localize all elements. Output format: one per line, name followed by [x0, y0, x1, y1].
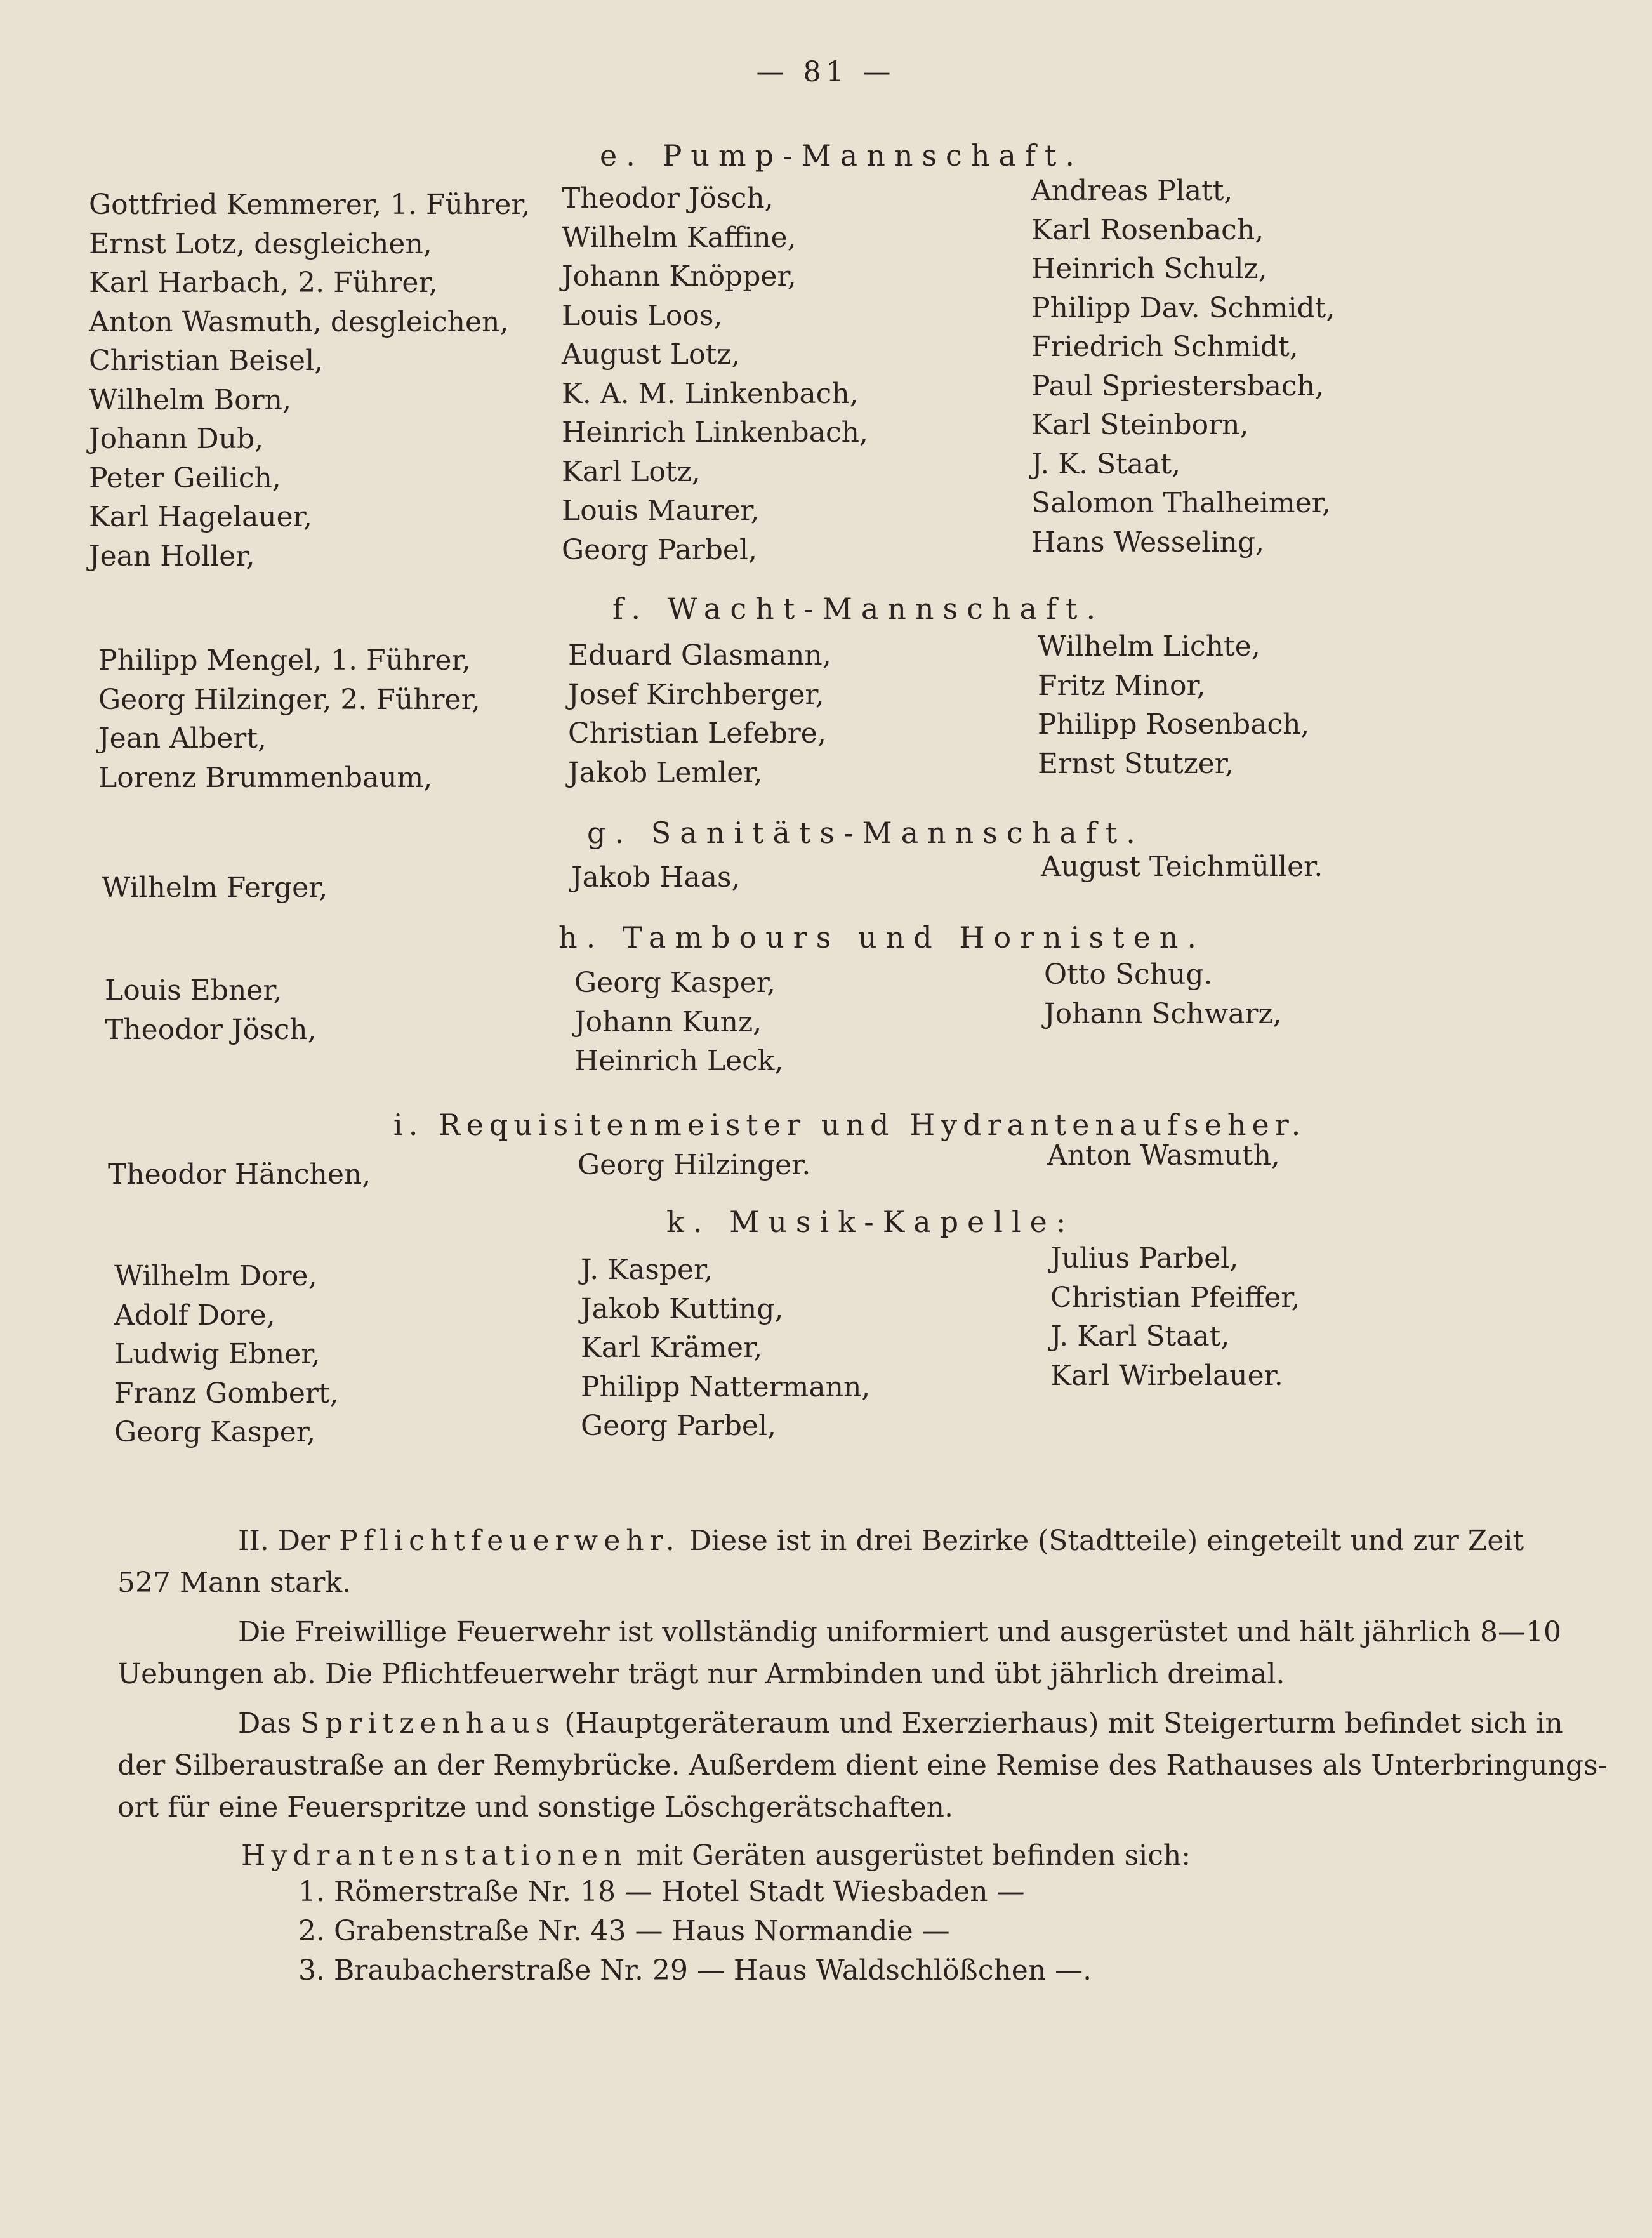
section-i-col3: [1047, 1136, 1280, 1175]
list-item: 3. Braubacherstraße Nr. 29 — Haus Waldschlößchen —.: [298, 1954, 1092, 1987]
list-item: Christian Beisel,: [89, 345, 324, 377]
list-item: Theodor Jösch,: [562, 182, 774, 215]
list-item: Johann Knöpper,: [562, 260, 796, 293]
section-k-col2: [581, 1250, 870, 1446]
list-item: Friedrich Schmidt,: [1031, 331, 1298, 363]
list-item: Georg Kasper,: [114, 1416, 315, 1448]
list-item: Wilhelm Ferger,: [102, 871, 328, 904]
list-item: Wilhelm Dore,: [114, 1260, 317, 1292]
paragraph-pflichtfeuerwehr: [238, 1518, 1524, 1564]
list-item: Georg Parbel,: [562, 533, 758, 566]
list-item: Peter Geilich,: [89, 461, 281, 494]
paragraph-spritzenhaus: [238, 1701, 1563, 1747]
section-e-col2: [562, 179, 868, 569]
list-item: Karl Wirbelauer.: [1050, 1359, 1283, 1392]
list-item: Ernst Stutzer,: [1038, 747, 1234, 780]
list-item: Christian Pfeiffer,: [1050, 1281, 1300, 1314]
paragraph-prefix: Das: [238, 1707, 292, 1740]
list-item: Hans Wesseling,: [1031, 526, 1265, 559]
list-item: Andreas Platt,: [1031, 175, 1233, 207]
list-item: Karl Harbach, 2. Führer,: [89, 267, 438, 299]
list-item: Philipp Dav. Schmidt,: [1031, 291, 1335, 324]
list-item: Jakob Lemler,: [568, 756, 763, 789]
paragraph-line: ort für eine Feuerspritze und sonstige Löschgerätschaften.: [117, 1791, 953, 1824]
list-item: Christian Lefebre,: [568, 717, 826, 750]
list-item: Anton Wasmuth, desgleichen,: [89, 305, 509, 338]
list-item: Jakob Kutting,: [581, 1292, 784, 1325]
list-item: Karl Hagelauer,: [89, 501, 312, 533]
paragraph-term: Hydrantenstationen: [241, 1839, 628, 1872]
paragraph-text: mit Geräten ausgerüstet befinden sich:: [636, 1839, 1191, 1872]
list-item: Wilhelm Born,: [89, 383, 291, 416]
list-item: Georg Parbel,: [581, 1410, 777, 1442]
list-item: Georg Kasper,: [574, 967, 776, 999]
paragraph-line: 527 Mann stark.: [117, 1566, 352, 1599]
section-f-col1: [98, 641, 480, 797]
list-item: Louis Maurer,: [562, 494, 760, 527]
list-item: Ludwig Ebner,: [114, 1338, 320, 1370]
list-item: Jean Albert,: [98, 722, 267, 755]
list-item: Johann Kunz,: [574, 1005, 762, 1038]
section-g-title: Sanitäts-Mannschaft.: [651, 816, 1144, 850]
paragraph-line: Die Freiwillige Feuerwehr ist vollständig uniformiert und ausgerüstet und hält jährlich 8—10: [238, 1616, 1561, 1648]
list-item: Georg Hilzinger.: [578, 1149, 811, 1181]
list-item: Wilhelm Lichte,: [1038, 630, 1260, 663]
list-item: Karl Lotz,: [562, 455, 701, 488]
section-h-letter: h.: [558, 920, 605, 955]
list-item: Philipp Nattermann,: [581, 1370, 871, 1403]
list-item: Johann Dub,: [89, 423, 264, 455]
section-i-col2: [578, 1146, 810, 1185]
list-item: K. A. M. Linkenbach,: [562, 377, 859, 410]
list-item: J. K. Staat,: [1031, 447, 1180, 480]
list-item: Ernst Lotz, desgleichen,: [89, 227, 432, 260]
section-i-col1: [108, 1155, 371, 1195]
section-g-col2: [571, 858, 741, 897]
paragraph-text: Diese ist in drei Bezirke (Stadtteile) eingeteilt und zur Zeit: [689, 1525, 1524, 1557]
section-g-col1: [102, 868, 327, 908]
list-item: J. Kasper,: [581, 1254, 713, 1286]
list-item: Wilhelm Kaffine,: [562, 221, 796, 254]
section-f-col3: [1038, 627, 1309, 783]
section-h-col3: [1044, 955, 1282, 1033]
list-item: Karl Rosenbach,: [1031, 213, 1264, 246]
section-e-title: Pump-Mannschaft.: [662, 138, 1083, 173]
list-item: Salomon Thalheimer,: [1031, 487, 1331, 519]
list-item: Philipp Rosenbach,: [1038, 708, 1310, 741]
section-k-col1: [114, 1257, 339, 1452]
list-item: Otto Schug.: [1044, 958, 1213, 991]
section-k-letter: k.: [666, 1205, 711, 1239]
list-item: Philipp Mengel, 1. Führer,: [98, 644, 471, 677]
section-f-title: Wacht-Mannschaft.: [667, 592, 1105, 626]
list-item: Georg Hilzinger, 2. Führer,: [98, 683, 480, 716]
section-i-letter: i.: [393, 1108, 424, 1142]
section-h-title: Tambours und Hornisten.: [622, 920, 1206, 955]
list-item: Franz Gombert,: [114, 1377, 339, 1410]
section-f-col2: [568, 636, 831, 792]
list-item: Karl Steinborn,: [1031, 409, 1249, 441]
list-item: Eduard Glasmann,: [568, 639, 831, 672]
list-item: Johann Schwarz,: [1044, 997, 1282, 1030]
section-e-heading: [600, 138, 1083, 173]
paragraph-line: der Silberaustraße an der Remybrücke. Außerdem dient eine Remise des Rathauses als Unterbringungs-: [117, 1749, 1608, 1782]
list-item: Louis Ebner,: [105, 974, 282, 1007]
list-item: Fritz Minor,: [1038, 669, 1206, 702]
list-item: Theodor Jösch,: [105, 1013, 317, 1046]
paragraph-line: Uebungen ab. Die Pflichtfeuerwehr trägt nur Armbinden und übt jährlich dreimal.: [117, 1658, 1285, 1690]
list-item: Paul Spriestersbach,: [1031, 369, 1324, 402]
paragraph-term: Pflichtfeuerwehr.: [339, 1525, 680, 1557]
list-item: Heinrich Leck,: [574, 1045, 784, 1077]
section-k-title: Musik-Kapelle:: [729, 1205, 1075, 1239]
list-item: Adolf Dore,: [114, 1299, 275, 1332]
list-item: Gottfried Kemmerer, 1. Führer,: [89, 189, 531, 221]
page-number: — 81 —: [756, 56, 896, 88]
list-item: Josef Kirchberger,: [568, 678, 824, 711]
list-item: Jean Holler,: [89, 540, 255, 573]
list-item: Karl Krämer,: [581, 1332, 763, 1364]
list-item: J. Karl Staat,: [1050, 1320, 1230, 1353]
section-k-col3: [1050, 1239, 1300, 1395]
section-f-heading: [612, 592, 1104, 626]
section-h-col2: [574, 963, 783, 1081]
list-item: August Lotz,: [562, 338, 741, 371]
section-f-letter: f.: [612, 592, 650, 626]
list-item: 1. Römerstraße Nr. 18 — Hotel Stadt Wiesbaden —: [298, 1876, 1025, 1908]
section-e-col1: [89, 185, 530, 576]
list-item: Louis Loos,: [562, 299, 723, 332]
list-item: Jakob Haas,: [571, 861, 741, 894]
list-item: Anton Wasmuth,: [1047, 1139, 1280, 1172]
station-list: [298, 1872, 1092, 1990]
list-item: Julius Parbel,: [1050, 1242, 1239, 1275]
list-item: Heinrich Schulz,: [1031, 253, 1267, 285]
list-item: Lorenz Brummenbaum,: [98, 761, 433, 794]
section-h-col1: [105, 971, 317, 1049]
section-g-heading: [587, 816, 1144, 850]
list-item: 2. Grabenstraße Nr. 43 — Haus Normandie —: [298, 1915, 950, 1947]
section-g-letter: g.: [587, 816, 633, 850]
list-item: Heinrich Linkenbach,: [562, 416, 868, 449]
paragraph-text: (Hauptgeräteraum und Exerzierhaus) mit Steigerturm befindet sich in: [564, 1707, 1563, 1740]
paragraph-prefix: II. Der: [238, 1525, 331, 1557]
section-g-col3: [1041, 847, 1323, 887]
list-item: Theodor Hänchen,: [108, 1158, 371, 1191]
section-k-heading: [666, 1205, 1074, 1239]
paragraph-term: Spritzenhaus: [300, 1707, 556, 1740]
section-h-heading: [558, 920, 1205, 955]
section-e-letter: e.: [600, 138, 644, 173]
section-i-title: Requisitenmeister und Hydrantenaufseher.: [438, 1108, 1307, 1142]
list-item: August Teichmüller.: [1041, 851, 1323, 883]
section-e-col3: [1031, 171, 1335, 562]
